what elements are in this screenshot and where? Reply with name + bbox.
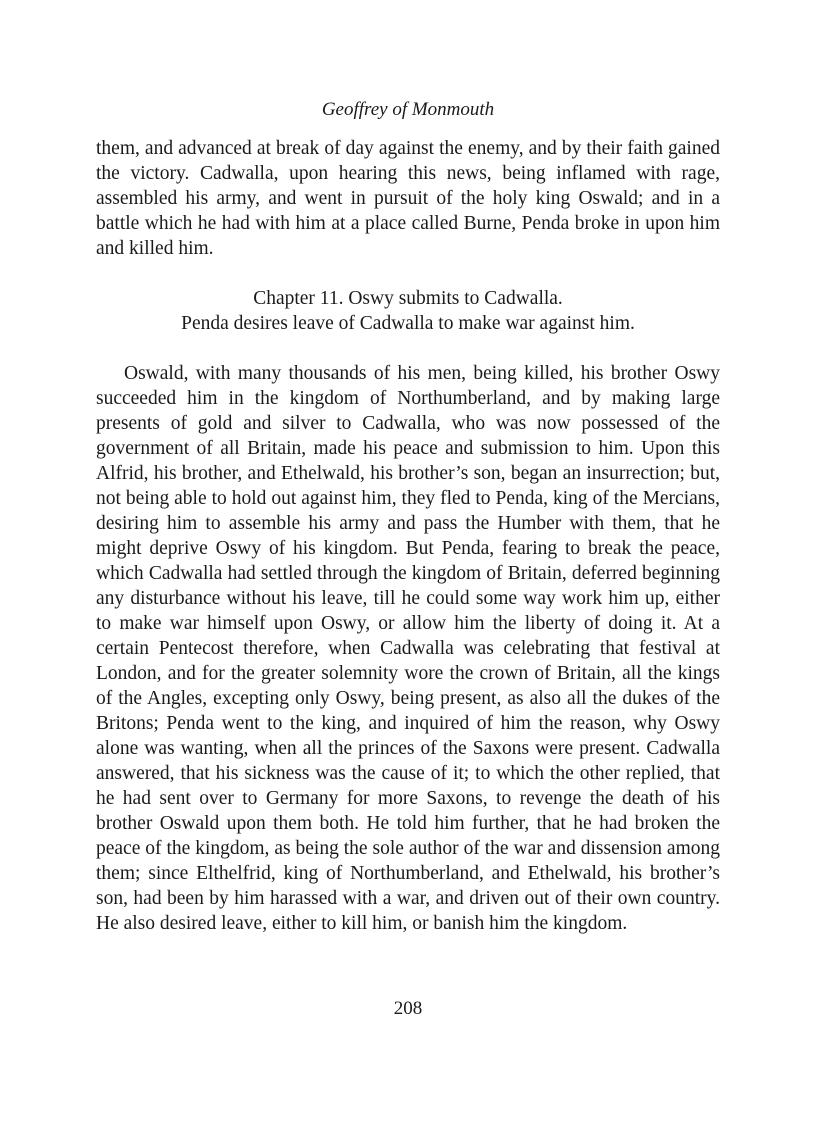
chapter-body-paragraph: Oswald, with many thousands of his men, being killed, his brother Oswy succeeded him in the kingdom of Northumberland, and by making large presents of gold and silver to Cadwalla, who was now possessed of the government of all Britain, made his peace and submission to him. Upon this Alfrid, his brother, and Ethelwald, his brother’s son, began an insurrection; but, not being able to hold out against him, they fled to Penda, king of the Mercians, desiring him to assemble his army and pass the Humber with them, that he might deprive Oswy of his kingdom. But Penda, fearing to break the peace, which Cadwalla had settled through the kingdom of Britain, deferred beginning any disturbance without his leave, till he could some way work him up, either to make war himself upon Oswy, or allow him the liberty of doing it. At a certain Pentecost therefore, when Cadwalla was celebrating that festival at London, and for the greater solemnity wore the crown of Britain, all the kings of the Angles, excepting only Oswy, being present, as also all the dukes of the Britons; Penda went to the king, and inquired of him the reason, why Oswy alone was wanting, when all the princes of the Saxons were present. Cadwalla answered, that his sickness was the cause of it; to which the other replied, that he had sent over to Germany for more Saxons, to revenge the death of his brother Oswald upon them both. He told him further, that he had broken the peace of the kingdom, as being the sole author of the war and dissension among them; since Elthelfrid, king of Northumberland, and Ethelwald, his brother’s son, had been by him harassed with a war, and driven out of their own country. He also desired leave, either to kill him, or banish him the kingdom. [96, 363, 720, 934]
chapter-title-line-1: Chapter 11. Oswy submits to Cadwalla. [253, 288, 563, 309]
book-page [96, 96, 720, 936]
running-head: Geoffrey of Monmouth [321, 99, 495, 120]
opening-paragraph: them, and advanced at break of day against the enemy, and by their faith gained the victory. Cadwalla, upon hearing this news, being inflamed with rage, assembled his army, and went in pursuit of the holy king Oswald; and in a battle which he had with him at a place called Burne, Penda broke in upon him and killed him. [96, 138, 720, 259]
chapter-title-line-2: Penda desires leave of Cadwalla to make war against him. [181, 313, 635, 334]
page-number: 208 [393, 998, 423, 1019]
chapter-heading [96, 286, 720, 336]
